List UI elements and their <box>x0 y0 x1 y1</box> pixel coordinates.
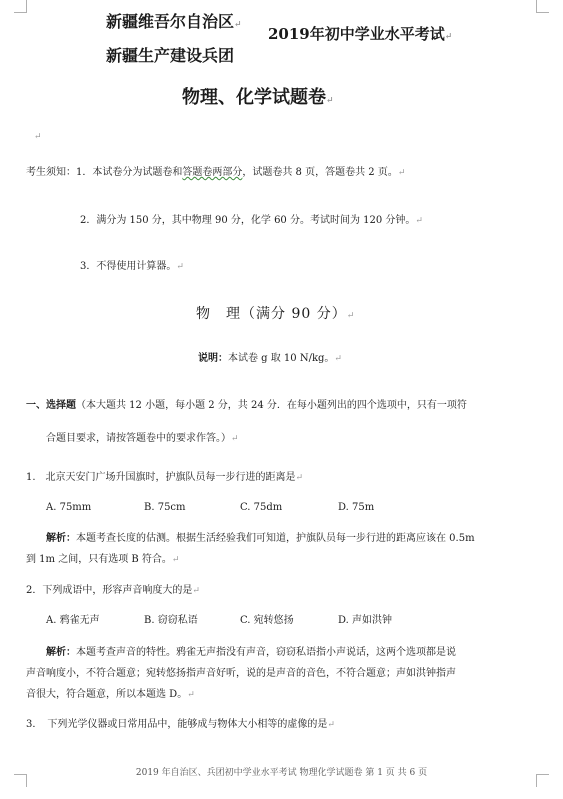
question-2-option-b: B. 窃窃私语 <box>144 615 198 626</box>
physics-note: 说明：本试卷 g 取 10 N/kg。↵ <box>198 353 342 364</box>
question-2-option-a: A. 鸦雀无声 <box>46 615 100 626</box>
paper-title: 物理、化学试题卷↵ <box>182 87 334 108</box>
page-corner-mark <box>536 0 549 13</box>
question-1-analysis-line2: 到 1m 之间，只有选项 B 符合。↵ <box>26 554 180 565</box>
question-2-option-c: C. 宛转悠扬 <box>240 615 294 626</box>
exam-title: 2019年初中学业水平考试↵ <box>268 25 453 43</box>
question-1-analysis-line1: 解析：本题考查长度的估测。根据生活经验我们可知道，护旗队员每一步行进的距离应该在 0.5m <box>46 533 475 544</box>
physics-section-title: 物 理（满分 90 分）↵ <box>196 306 356 322</box>
paragraph-mark: ↵ <box>34 132 42 142</box>
region-name-1: 新疆维吾尔自治区↵ <box>106 12 242 31</box>
notice-item-3: 3．不得使用计算器。↵ <box>80 261 184 272</box>
question-1-option-c: C. 75dm <box>240 502 283 513</box>
part1-intro-line1: 一、选择题（本大题共 12 小题，每小题 2 分，共 24 分．在每小题列出的四个选项中，只有一项符 <box>26 400 467 411</box>
page-corner-mark <box>14 0 27 13</box>
question-2-analysis-line3: 音很大，符合题意，所以本题选 D。↵ <box>26 689 195 700</box>
question-2-option-d: D. 声如洪钟 <box>338 615 393 626</box>
question-1-option-d: D. 75m <box>338 502 375 513</box>
page-footer: 2019 年自治区、兵团初中学业水平考试 物理化学试题卷 第 1 页 共 6 页 <box>135 768 428 778</box>
question-1-option-a: A. 75mm <box>46 502 92 513</box>
question-1-stem: 1. 北京天安门广场升国旗时，护旗队员每一步行进的距离是↵ <box>26 472 304 483</box>
question-2-analysis-line2: 声音响度小，不符合题意；宛转悠扬指声音好听，说的是声音的音色，不符合题意；声如洪钟指声 <box>26 668 456 679</box>
part1-intro-line2: 合题目要求，请按答题卷中的要求作答。）↵ <box>46 433 239 444</box>
region-name-2: 新疆生产建设兵团 <box>106 46 235 65</box>
notice-item-2: 2．满分为 150 分，其中物理 90 分，化学 60 分。考试时间为 120 分钟。↵ <box>80 215 423 226</box>
question-3-stem: 3． 下列光学仪器或日常用品中，能够成与物体大小相等的虚像的是↵ <box>26 719 335 730</box>
question-2-stem: 2．下列成语中，形容声音响度大的是↵ <box>26 585 200 596</box>
question-2-analysis-line1: 解析：本题考查声音的特性。鸦雀无声指没有声音，窃窃私语指小声说话，这两个选项都是说 <box>46 647 456 658</box>
question-1-option-b: B. 75cm <box>144 502 186 513</box>
notice-item-1: 考生须知：1．本试卷分为试题卷和答题卷两部分，试题卷共 8 页，答题卷共 2 页。↵ <box>26 167 406 178</box>
